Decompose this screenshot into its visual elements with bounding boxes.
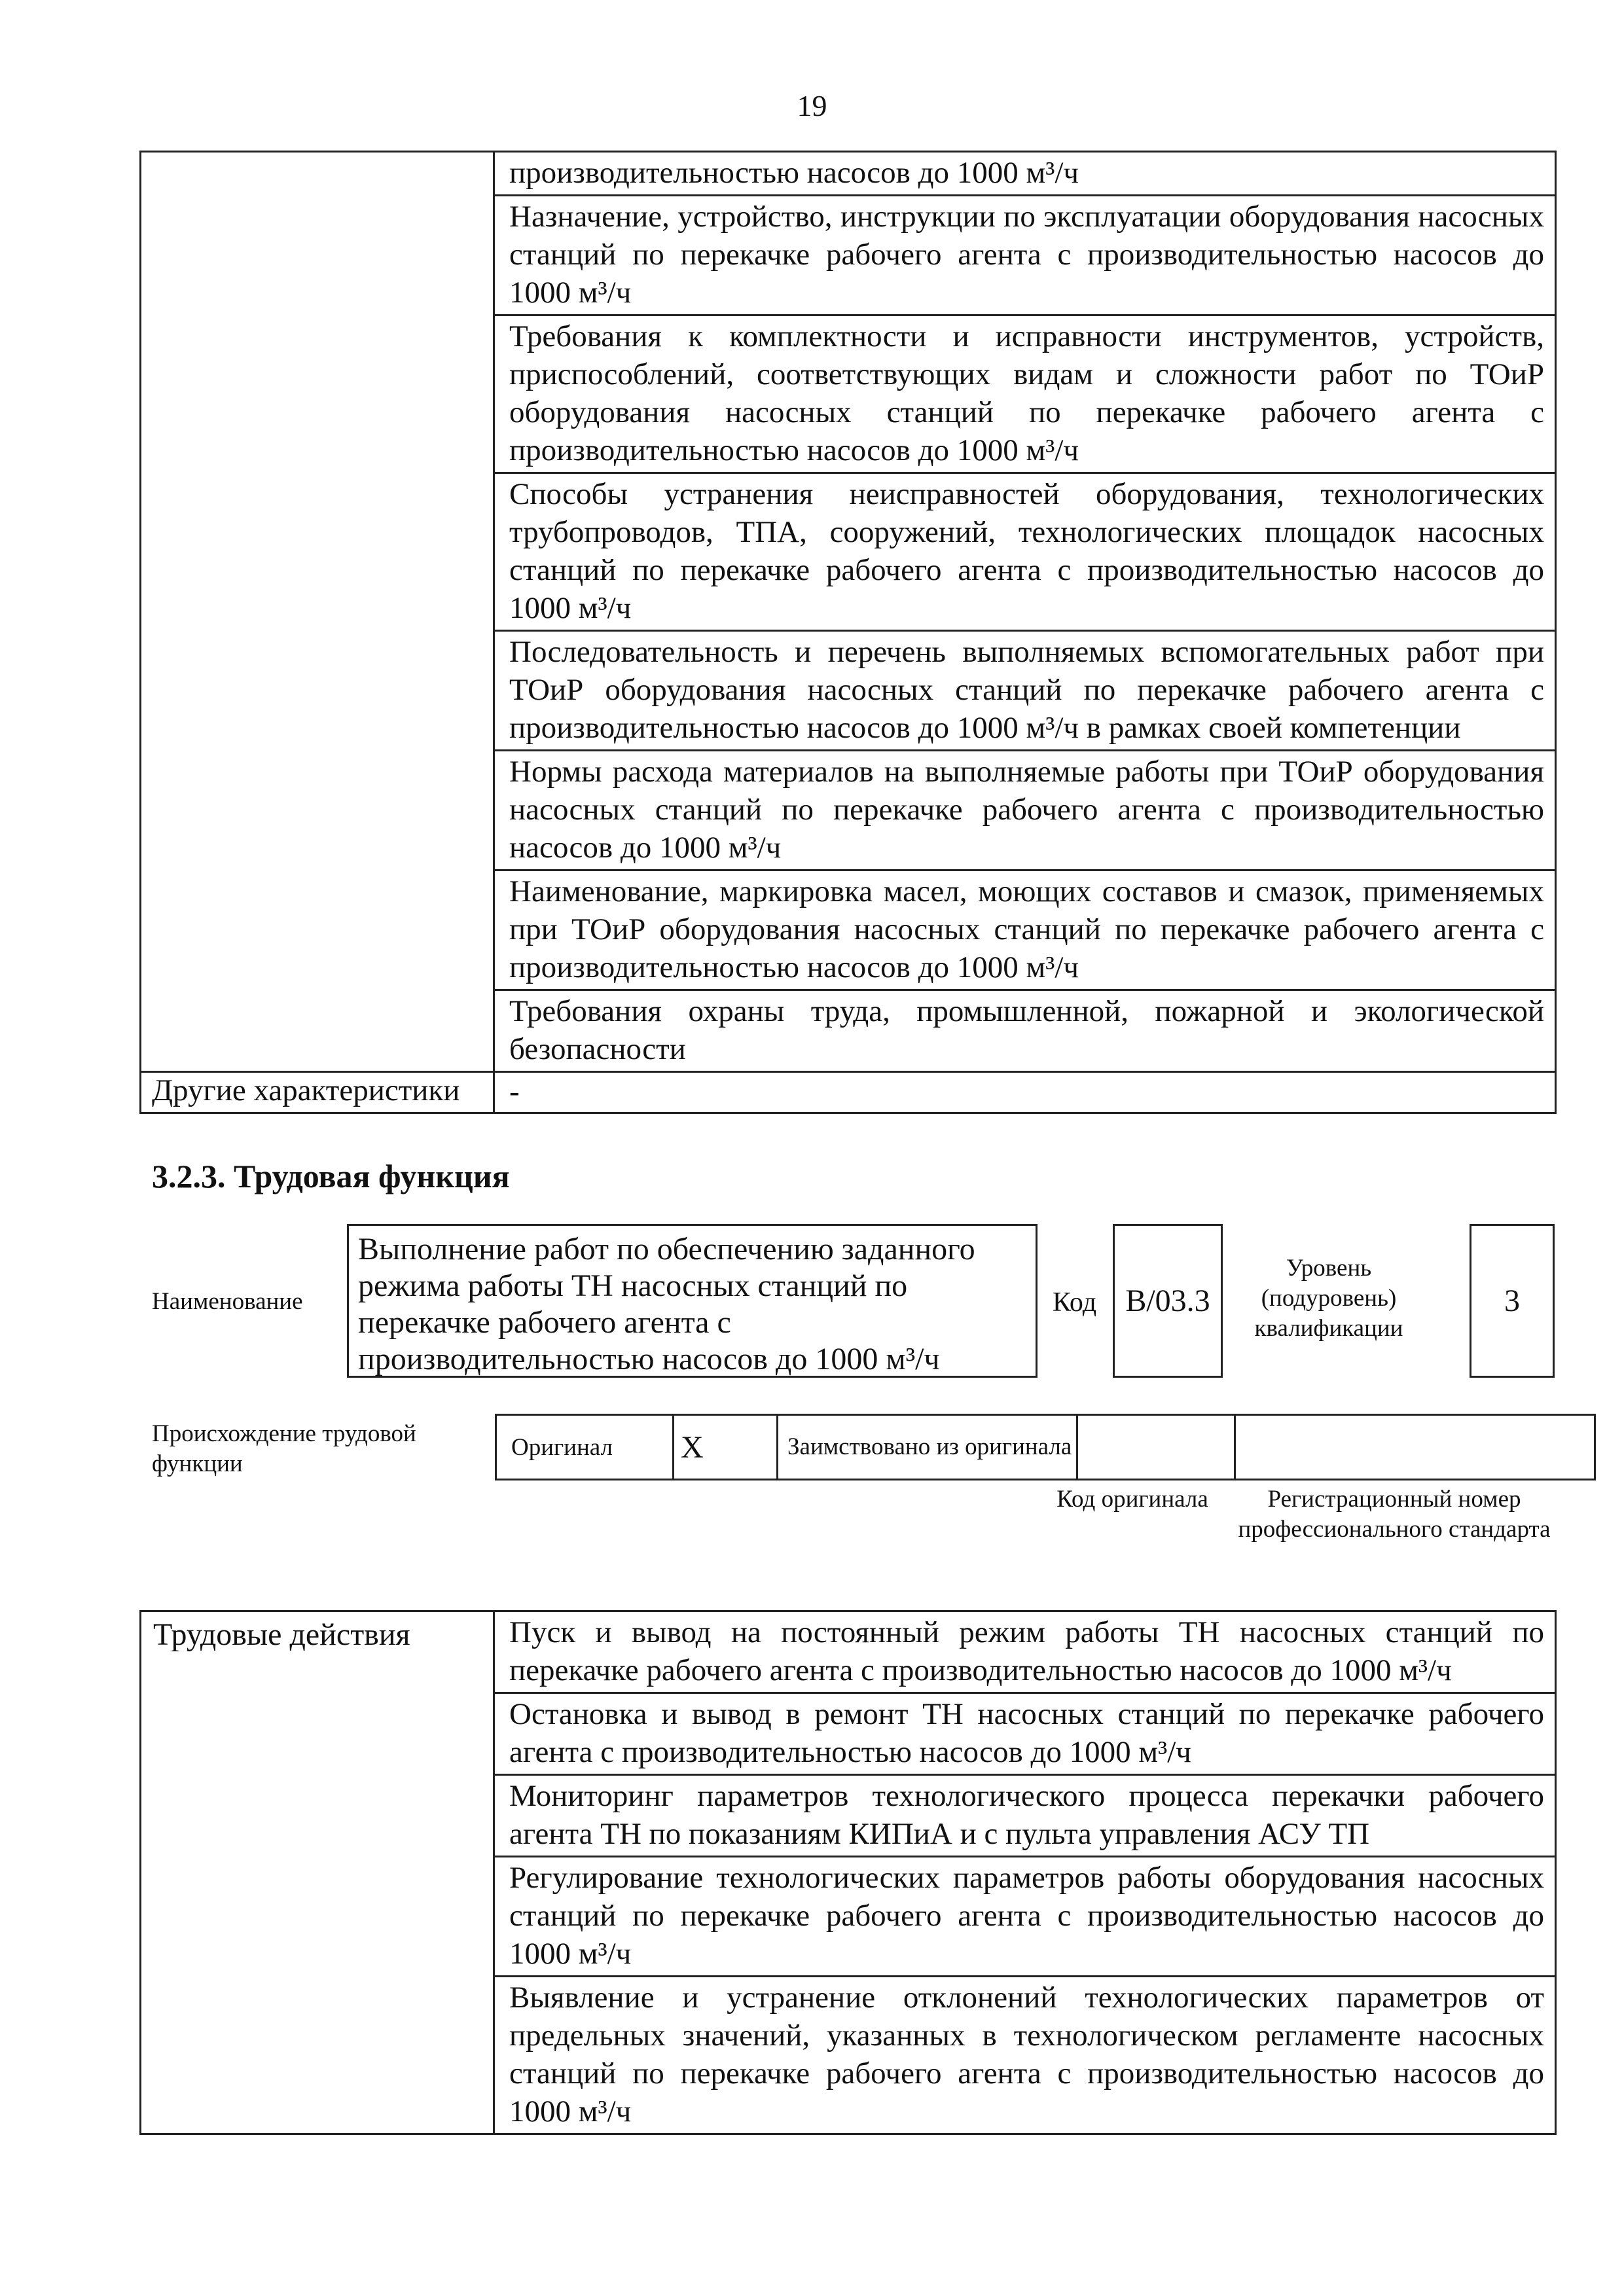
knowledge-item: Наименование, маркировка масел, моющих составов и смазок, применяемых при ТОиР оборудования насосных станций по перекачке рабочего агента с производительностью насосов до 1000 м³/ч [494,870,1556,990]
table-row [141,1072,1556,1113]
other-characteristics-value: - [494,1072,1556,1113]
knowledge-item: Способы устранения неисправностей оборудования, технологических трубопроводов, ТПА, сооружений, технологических площадок насосных станций по перекачке рабочего агента с производительностью насосов до 1000 м³/ч [494,473,1556,631]
action-item: Регулирование технологических параметров работы оборудования насосных станций по перекачке рабочего агента с производительностью насосов до 1000 м³/ч [494,1857,1556,1977]
action-item: Остановка и вывод в ремонт ТН насосных станций по перекачке рабочего агента с производительностью насосов до 1000 м³/ч [494,1693,1556,1775]
table-row [496,1415,1595,1480]
table-row [141,152,1556,196]
actions-label: Трудовые действия [141,1611,494,2134]
action-item: Мониторинг параметров технологического процесса перекачки рабочего агента ТН по показаниям КИПиА и с пульта управления АСУ ТП [494,1775,1556,1857]
knowledge-item: Последовательность и перечень выполняемых вспомогательных работ при ТОиР оборудования насосных станций по перекачке рабочего агента с производительностью насосов до 1000 м³/ч в рамках своей компетенции [494,631,1556,751]
code-box: B/03.3 [1113,1224,1223,1378]
knowledge-item: производительностью насосов до 1000 м³/ч [494,152,1556,196]
other-characteristics-label: Другие характеристики [141,1072,494,1113]
actions-table [139,1610,1557,2135]
knowledge-item: Назначение, устройство, инструкции по эксплуатации оборудования насосных станций по перекачке рабочего агента с производительностью насосов до 1000 м³/ч [494,196,1556,315]
knowledge-item: Требования к комплектности и исправности инструментов, устройств, приспособлений, соответствующих видам и сложности работ по ТОиР оборудования насосных станций по перекачке рабочего агента с производительностью насосов до 1000 м³/ч [494,315,1556,473]
name-box: Выполнение работ по обеспечению заданного режима работы ТН насосных станций по перекачке рабочего агента с производительностью насосов до 1000 м³/ч [347,1224,1038,1378]
action-item: Выявление и устранение отклонений технологических параметров от предельных значений, указанных в технологическом регламенте насосных станций по перекачке рабочего агента с производительностью насосов до 1000 м³/ч [494,1977,1556,2134]
knowledge-item: Нормы расхода материалов на выполняемые работы при ТОиР оборудования насосных станций по перекачке рабочего агента с производительностью насосов до 1000 м³/ч [494,751,1556,870]
original-code-cell [1077,1415,1235,1480]
original-code-caption: Код оригинала [1056,1486,1208,1513]
section-heading: 3.2.3. Трудовая функция [152,1158,510,1194]
empty-label-cell [141,152,494,1072]
page-number: 19 [797,89,827,122]
level-box: 3 [1470,1224,1555,1378]
action-item: Пуск и вывод на постоянный режим работы ТН насосных станций по перекачке рабочего агента с производительностью насосов до 1000 м³/ч [494,1611,1556,1693]
level-label: Уровень (подуровень) квалификации [1254,1255,1403,1342]
origin-table [495,1414,1596,1480]
original-label: Оригинал [496,1415,674,1480]
reg-number-caption: Регистрационный номер профессионального стандарта [1238,1486,1551,1543]
table-row [141,1611,1556,1693]
name-label: Наименование [152,1288,303,1315]
code-label: Код [1053,1287,1097,1318]
origin-label: Происхождение трудовой функции [152,1420,416,1477]
reg-number-cell [1235,1415,1595,1480]
borrowed-label: Заимствовано из оригинала [778,1415,1077,1480]
original-mark: X [674,1415,778,1480]
knowledge-item: Требования охраны труда, промышленной, пожарной и экологической безопасности [494,990,1556,1072]
knowledge-table [139,151,1557,1114]
